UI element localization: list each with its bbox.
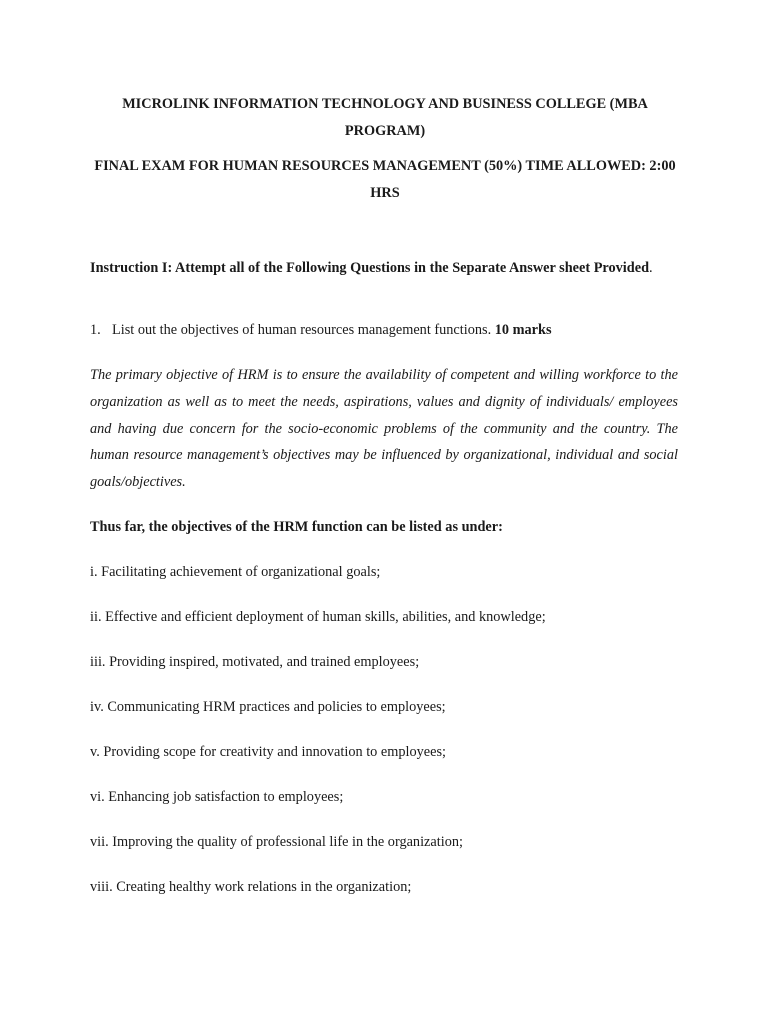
- question-marks: 10 marks: [494, 322, 552, 338]
- list-item: viii. Creating healthy work relations in the organization;: [90, 879, 412, 895]
- question-text: List out the objectives of human resources management functions.: [112, 322, 495, 338]
- list-item: v. Providing scope for creativity and innovation to employees;: [90, 744, 447, 760]
- list-item: i. Facilitating achievement of organizational goals;: [90, 564, 381, 580]
- question-1: [90, 317, 680, 344]
- objectives-heading: Thus far, the objectives of the HRM function can be listed as under:: [90, 519, 503, 535]
- instruction-text: [90, 255, 680, 282]
- college-title: MICROLINK INFORMATION TECHNOLOGY AND BUSINESS COLLEGE (MBA PROGRAM): [122, 96, 648, 139]
- question-number: 1.: [90, 322, 101, 338]
- instruction-bold: Instruction I: Attempt all of the Following Questions in the Separate Answer sheet Provided: [90, 260, 650, 276]
- list-item: iii. Providing inspired, motivated, and trained employees;: [90, 654, 420, 670]
- list-item: vii. Improving the quality of professional life in the organization;: [90, 834, 463, 850]
- instruction-tail: .: [649, 260, 653, 276]
- list-item: iv. Communicating HRM practices and policies to employees;: [90, 699, 446, 715]
- exam-subtitle: FINAL EXAM FOR HUMAN RESOURCES MANAGEMENT (50%) TIME ALLOWED: 2:00 HRS: [94, 158, 676, 201]
- answer-paragraph: The primary objective of HRM is to ensure the availability of competent and willing workforce to the organization as well as to meet the needs, aspirations, values and dignity of individuals/ employees and having due concern for the socio-economic problems of the community and the country. The human resource management’s objectives may be influenced by organizational, individual and social goals/objectives.: [90, 367, 678, 491]
- list-item: vi. Enhancing job satisfaction to employees;: [90, 789, 344, 805]
- list-item: ii. Effective and efficient deployment of human skills, abilities, and knowledge;: [90, 609, 546, 625]
